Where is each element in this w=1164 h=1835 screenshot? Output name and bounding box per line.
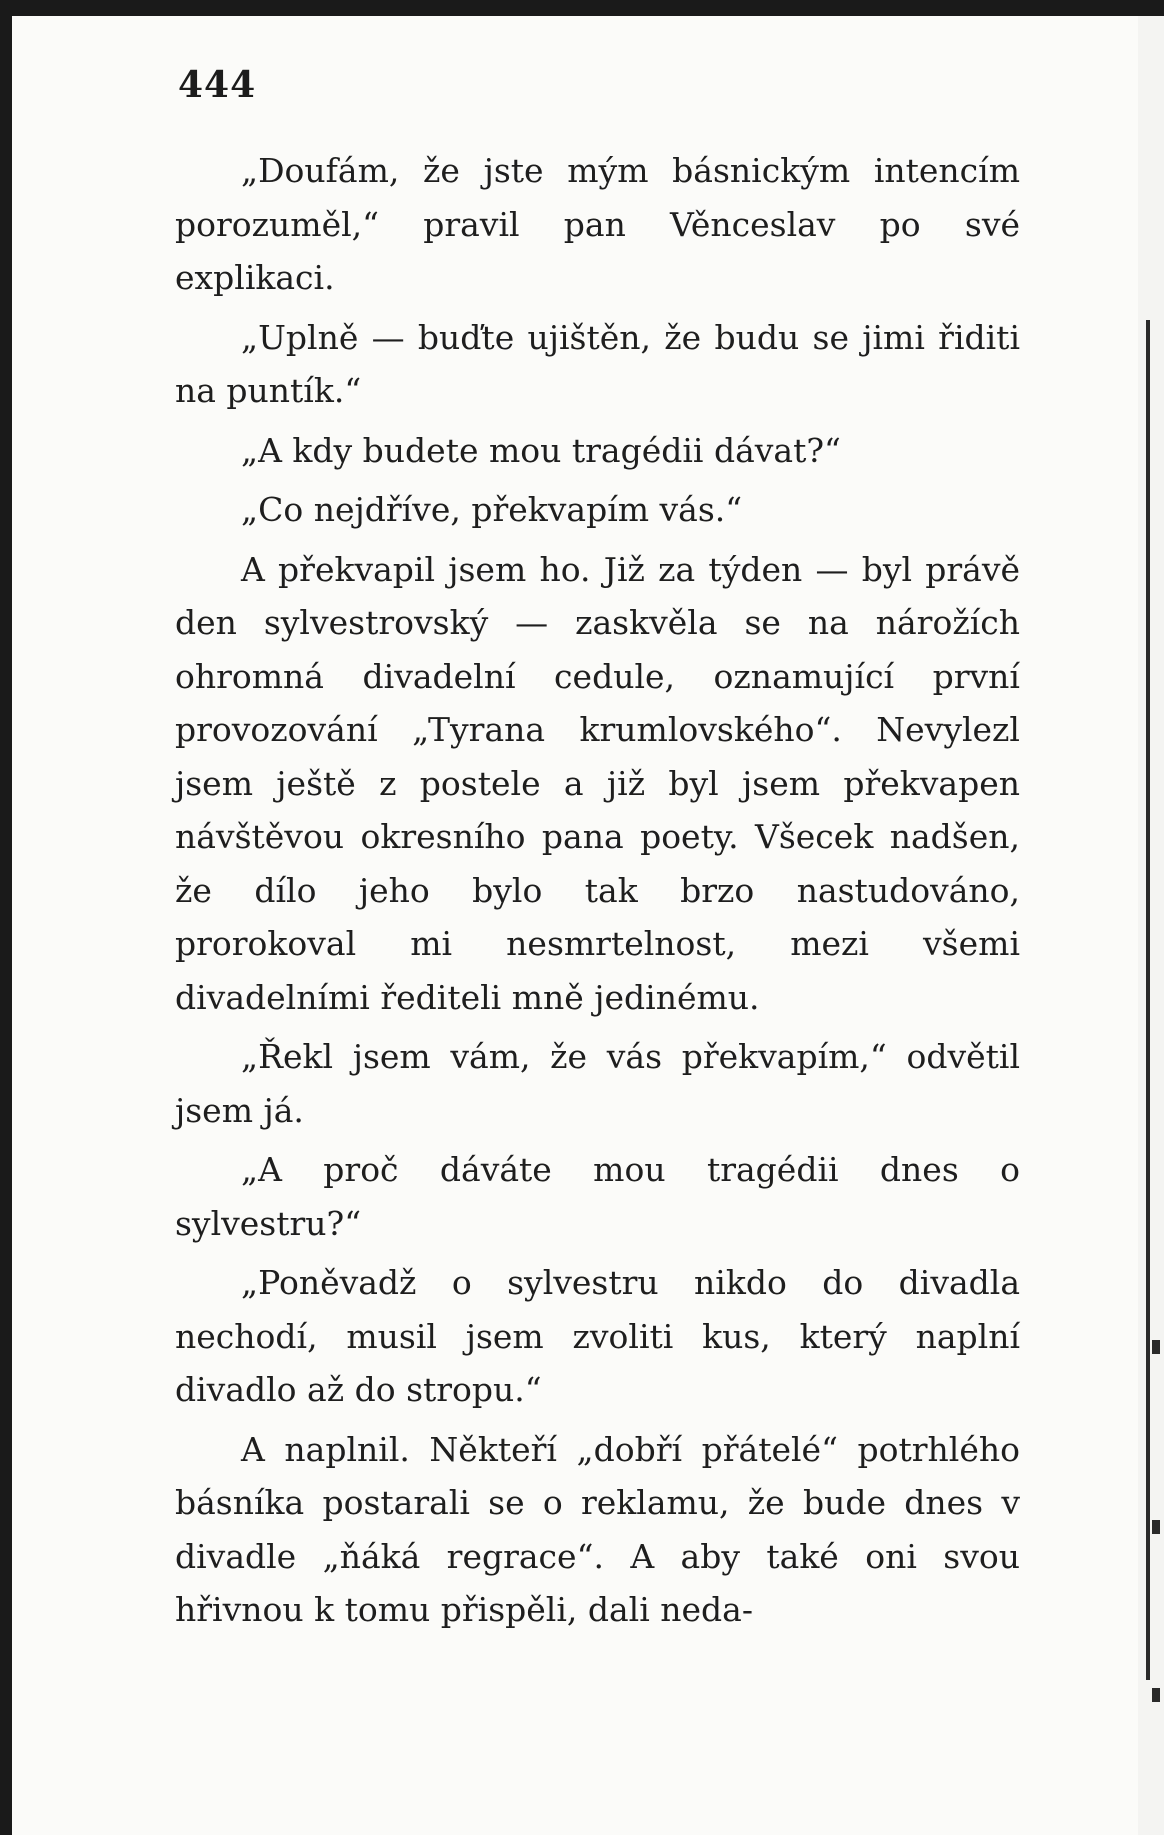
page-number: 444 xyxy=(178,64,257,106)
page-binding-edge xyxy=(1138,16,1164,1835)
paragraph-3: „A kdy budete mou tragédii dávat?“ xyxy=(241,430,841,470)
paragraph-4: „Co nejdříve, překvapím vás.“ xyxy=(241,490,743,529)
paragraph-9: A naplnil. Někteří „dobří přátelé“ potrhlého básníka postarali se o reklamu, že bude dnes v divadle „ňáká regrace“. A aby také oni svou hřivnou k tomu přispěli, dali neda- xyxy=(175,1429,1020,1629)
paragraph-2: „Uplně — buďte ujištěn, že budu se jimi řiditi na puntík.“ xyxy=(175,317,1020,410)
book-page xyxy=(12,16,1144,1835)
page-text xyxy=(175,144,1020,1643)
paragraph-6: „Řekl jsem vám, že vás překvapím,“ odvětil jsem já. xyxy=(175,1037,1020,1130)
binding-mark xyxy=(1152,1520,1160,1534)
paragraph-8: „Poněvadž o sylvestru nikdo do divadla nechodí, musil jsem zvoliti kus, který naplní divadlo až do stropu.“ xyxy=(175,1263,1020,1409)
binding-mark xyxy=(1152,1688,1160,1702)
paragraph-5: A překvapil jsem ho. Již za týden — byl právě den sylvestrovský — zaskvěla se na nárožích ohromná divadelní cedule, oznamující první provozování „Tyrana krumlovského“. Nevylezl jsem ještě z postele a již byl jsem překvapen návštěvou okresního pana poety. Všecek nadšen, že dílo jeho bylo tak brzo nastudováno, prorokoval mi nesmrtelnost, mezi všemi divadelními řediteli mně jedinému. xyxy=(175,549,1020,1017)
binding-shadow-line xyxy=(1146,320,1150,1680)
paragraph-7: „A proč dáváte mou tragédii dnes o sylvestru?“ xyxy=(175,1150,1020,1243)
binding-mark xyxy=(1152,1340,1160,1354)
paragraph-1: „Doufám, že jste mým básnickým intencím porozuměl,“ pravil pan Věnceslav po své explikaci. xyxy=(175,151,1020,297)
